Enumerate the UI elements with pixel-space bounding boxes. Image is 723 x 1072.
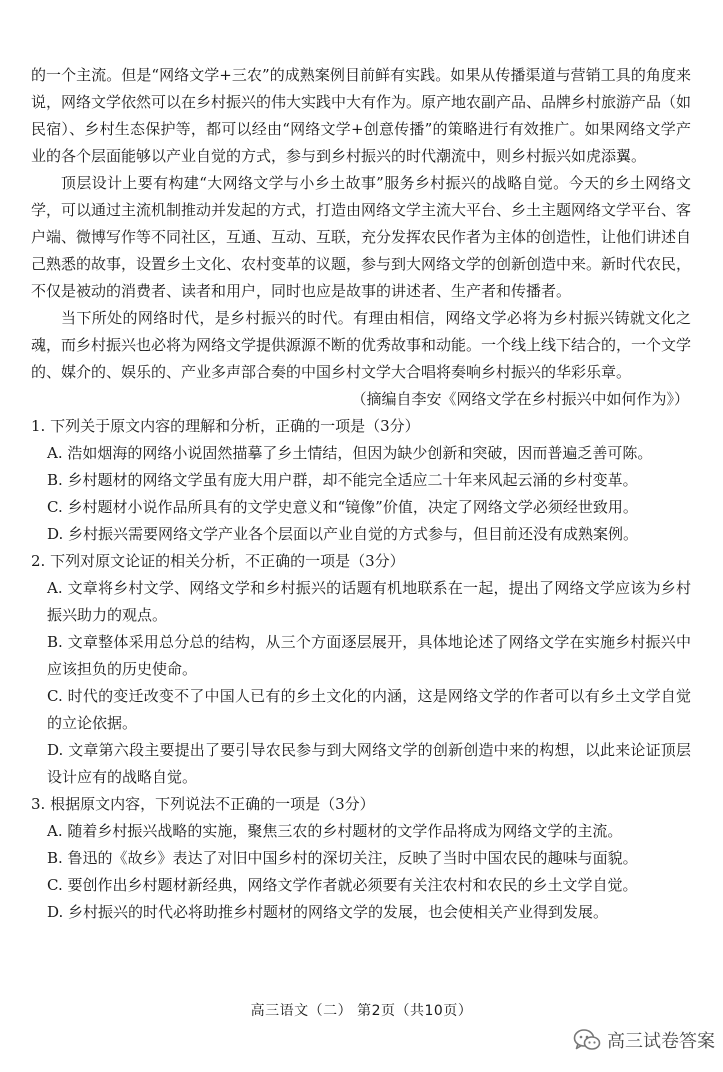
question-stem: 3. 根据原文内容，下列说法不正确的一项是（3分）	[31, 795, 375, 813]
question-stem: 2. 下列对原文论证的相关分析，不正确的一项是（3分）	[31, 552, 405, 570]
article-paragraph-3: 当下所处的网络时代，是乡村振兴的时代。有理由相信，网络文学必将为乡村振兴铸就文化之魂，而乡村振兴也必将为网络文学提供源源不断的优秀故事和动能。一个线上线下结合的，一个文学的、媒介的、娱乐的、产业多声部合奏的中国乡村文学大合唱将奏响乡村振兴的华彩乐章。	[31, 309, 692, 381]
question-stem: 1. 下列关于原文内容的理解和分析，正确的一项是（3分）	[31, 417, 420, 435]
option-c: C. 要创作出乡村题材新经典，网络文学作者就必须要有关注农村和农民的乡土文学自觉。	[47, 876, 638, 894]
page-content	[31, 62, 691, 926]
article-paragraph-2: 顶层设计上要有构建“大网络文学与小乡土故事”服务乡村振兴的战略自觉。今天的乡土网络文学，可以通过主流机制推动并发起的方式，打造由网络文学主流大平台、乡土主题网络文学平台、客户端、微博写作等不同社区，互通、互动、互联，充分发挥农民作者为主体的创造性，让他们讲述自己熟悉的故事，设置乡土文化、农村变革的议题，参与到大网络文学的创新创造中来。新时代农民，不仅是被动的消费者、读者和用户，同时也应是故事的讲述者、生产者和传播者。	[31, 174, 692, 300]
article-paragraph-1: 的一个主流。但是“网络文学+三农”的成熟案例目前鲜有实践。如果从传播渠道与营销工具的角度来说，网络文学依然可以在乡村振兴的伟大实践中大有作为。原产地农副产品、品牌乡村旅游产品（如民宿）、乡村生态保护等，都可以经由“网络文学+创意传播”的策略进行有效推广。如果网络文学产业的各个层面能够以产业自觉的方式，参与到乡村振兴的时代潮流中，则乡村振兴如虎添翼。	[31, 66, 692, 165]
option-c: C. 乡村题材小说作品所具有的文学史意义和“镜像”价值，决定了网络文学必须经世致用。	[47, 498, 638, 516]
option-b: B. 乡村题材的网络文学虽有庞大用户群，却不能完全适应二十年来风起云涌的乡村变革。	[47, 471, 638, 489]
option-b: B. 鲁迅的《故乡》表达了对旧中国乡村的深切关注，反映了当时中国农民的趣味与面貌。	[47, 849, 638, 867]
question-1	[31, 413, 691, 548]
option-d: D. 乡村振兴需要网络文学产业各个层面以产业自觉的方式参与，但目前还没有成熟案例。	[47, 525, 639, 543]
option-b: B. 文章整体采用总分总的结构，从三个方面逐层展开，具体地论述了网络文学在实施乡村振兴中应该担负的历史使命。	[47, 633, 691, 678]
option-a: A. 浩如烟海的网络小说固然描摹了乡土情结，但因为缺少创新和突破，因而普遍乏善可陈。	[47, 444, 653, 462]
watermark-label: 高三试卷答案	[607, 1031, 715, 1052]
option-d: D. 乡村振兴的时代必将助推乡村题材的网络文学的发展，也会使相关产业得到发展。	[47, 903, 609, 921]
wechat-icon	[573, 1028, 601, 1052]
option-a: A. 随着乡村振兴战略的实施，聚焦三农的乡村题材的文学作品将成为网络文学的主流。	[47, 822, 623, 840]
watermark	[573, 1022, 715, 1058]
question-3	[31, 791, 691, 926]
page-footer: 高三语文（二） 第2页（共10页）	[250, 1003, 473, 1019]
option-c: C. 时代的变迁改变不了中国人已有的乡土文化的内涵，这是网络文学的作者可以有乡土文学自觉的立论依据。	[47, 687, 691, 732]
option-a: A. 文章将乡村文学、网络文学和乡村振兴的话题有机地联系在一起，提出了网络文学应该为乡村振兴助力的观点。	[47, 579, 691, 624]
option-d: D. 文章第六段主要提出了要引导农民参与到大网络文学的创新创造中来的构想，以此来论证顶层设计应有的战略自觉。	[47, 741, 691, 786]
article-source: （摘编自李安《网络文学在乡村振兴中如何作为》）	[351, 390, 689, 408]
question-2	[31, 548, 691, 791]
